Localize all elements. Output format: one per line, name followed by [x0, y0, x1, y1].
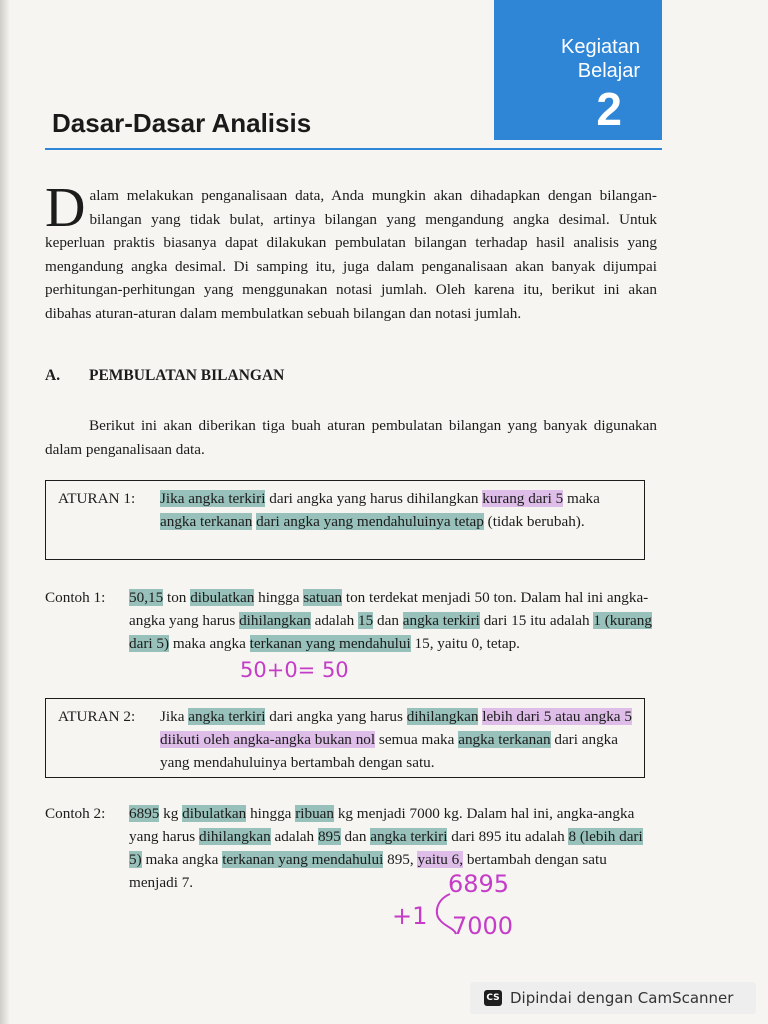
badge-label-line2: Belajar — [577, 60, 640, 82]
text-run: dari angka yang harus dihilangkan — [265, 490, 483, 507]
dropcap: D — [45, 177, 86, 239]
handwritten-plus: +1 — [392, 902, 428, 930]
highlight: kurang dari 5 — [482, 490, 564, 507]
highlight: angka terkiri — [370, 828, 448, 845]
highlight: 8 (lebih dari 5) — [129, 828, 643, 868]
intro-paragraph — [45, 177, 657, 326]
text-run: ton terdekat menjadi 50 ton. Dalam hal ini angka-angka yang harus — [129, 589, 649, 629]
text-run: dari angka yang harus — [265, 708, 407, 725]
text-run: dari angka yang mendahuluinya bertambah dengan satu. — [160, 731, 619, 771]
text-run: (tidak berubah). — [483, 513, 585, 530]
highlight: yaitu 6, — [417, 851, 464, 868]
text-run: dari 15 itu adalah — [479, 612, 594, 629]
camscanner-watermark — [470, 982, 756, 1014]
text-run: Jika — [160, 708, 189, 725]
text-run: adalah — [270, 828, 318, 845]
text-run: dari 895 itu adalah — [447, 828, 569, 845]
highlight: angka terkanan — [458, 731, 551, 748]
highlight: dihilangkan — [239, 612, 311, 629]
highlight: dari angka yang mendahuluinya tetap — [256, 513, 484, 530]
highlight: 15 — [358, 612, 374, 629]
rule-1-label: ATURAN 1: — [58, 490, 136, 507]
rule-2-text — [160, 705, 638, 774]
text-run: maka angka — [141, 851, 223, 868]
text-run: dan — [373, 612, 403, 629]
text-run: semua maka — [375, 731, 459, 748]
text-run: maka angka — [169, 635, 250, 652]
example-1-label: Contoh 1: — [45, 589, 106, 606]
text-run: 15, yaitu 0, tetap. — [410, 635, 520, 652]
section-title: PEMBULATAN BILANGAN — [89, 367, 285, 384]
text-run: maka — [563, 490, 600, 507]
title-divider — [45, 148, 662, 150]
highlight: lebih dari 5 atau angka 5 diikuti oleh angka-angka bukan nol — [160, 708, 632, 748]
example-2-text — [129, 802, 655, 894]
badge-label-line1: Kegiatan — [561, 36, 640, 58]
rule-2-box — [45, 698, 645, 778]
section-letter: A. — [45, 367, 61, 384]
highlight: dihilangkan — [199, 828, 271, 845]
rule-2-label: ATURAN 2: — [58, 708, 136, 725]
page-edge — [0, 0, 10, 1024]
section-intro: Berikut ini akan diberikan tiga buah aturan pembulatan bilangan yang banyak digunakan dalam penganalisaan data. — [45, 417, 657, 458]
highlight: 895 — [317, 828, 341, 845]
lesson-badge — [494, 0, 662, 140]
highlight: dibulatkan — [182, 805, 247, 822]
highlight: angka terkiri — [402, 612, 480, 629]
chapter-title: Dasar-Dasar Analisis — [52, 108, 312, 138]
example-2-label: Contoh 2: — [45, 805, 106, 822]
text-run: dan — [340, 828, 371, 845]
highlight: satuan — [303, 589, 343, 606]
highlight: terkanan yang mendahului — [249, 635, 411, 652]
rule-1-text — [160, 487, 638, 533]
text-run: hingga — [246, 805, 296, 822]
example-2 — [45, 802, 655, 894]
text-run: kg menjadi 7000 kg. Dalam hal ini, angka-angka yang harus — [129, 805, 635, 845]
highlight: 6895 — [129, 805, 160, 822]
badge-label — [561, 35, 640, 83]
highlight: 1 (kurang dari 5) — [129, 612, 652, 652]
highlight: ribuan — [295, 805, 335, 822]
highlight: angka terkiri — [188, 708, 266, 725]
handwritten-result: 7000 — [452, 912, 514, 940]
text-run: bertambah dengan satu menjadi 7. — [129, 851, 607, 891]
highlight: terkanan yang mendahului — [222, 851, 384, 868]
example-1-text — [129, 586, 655, 655]
camscanner-logo-icon: CS — [484, 990, 502, 1006]
text-run: adalah — [310, 612, 359, 629]
text-run: ton — [163, 589, 191, 606]
intro-text: alam melakukan penganalisaan data, Anda mungkin akan dihadapkan dengan bilangan-bilangan yang tidak bulat, artinya bilangan yang mengandung angka desimal. Untuk keperluan praktis biasanya dapat dilakukan pembulatan bilangan terhadap hasil analisis yang mengandung angka desimal. Di samping itu, juga dalam penganalisaan akan banyak dijumpai perhitungan-perhitungan yang menggunakan notasi jumlah. Oleh karena itu, berikut ini akan dibahas aturan-aturan dalam membulatkan sebuah bilangan dan notasi jumlah. — [45, 187, 657, 322]
highlight: 50,15 — [129, 589, 164, 606]
highlight: dihilangkan — [406, 708, 479, 725]
example-1 — [45, 586, 655, 655]
highlight: dibulatkan — [190, 589, 255, 606]
text-run: 895, — [383, 851, 418, 868]
rule-1-box — [45, 480, 645, 560]
section-heading — [45, 367, 284, 385]
highlight: angka terkanan — [160, 513, 253, 530]
text-run: kg — [159, 805, 183, 822]
badge-number: 2 — [596, 83, 622, 135]
camscanner-text: Dipindai dengan CamScanner — [510, 989, 734, 1007]
handwritten-note-1: 50+0= 50 — [240, 658, 349, 682]
text-run: hingga — [254, 589, 304, 606]
handwritten-top-number: 6895 — [448, 870, 510, 898]
highlight: Jika angka terkiri — [160, 490, 266, 507]
